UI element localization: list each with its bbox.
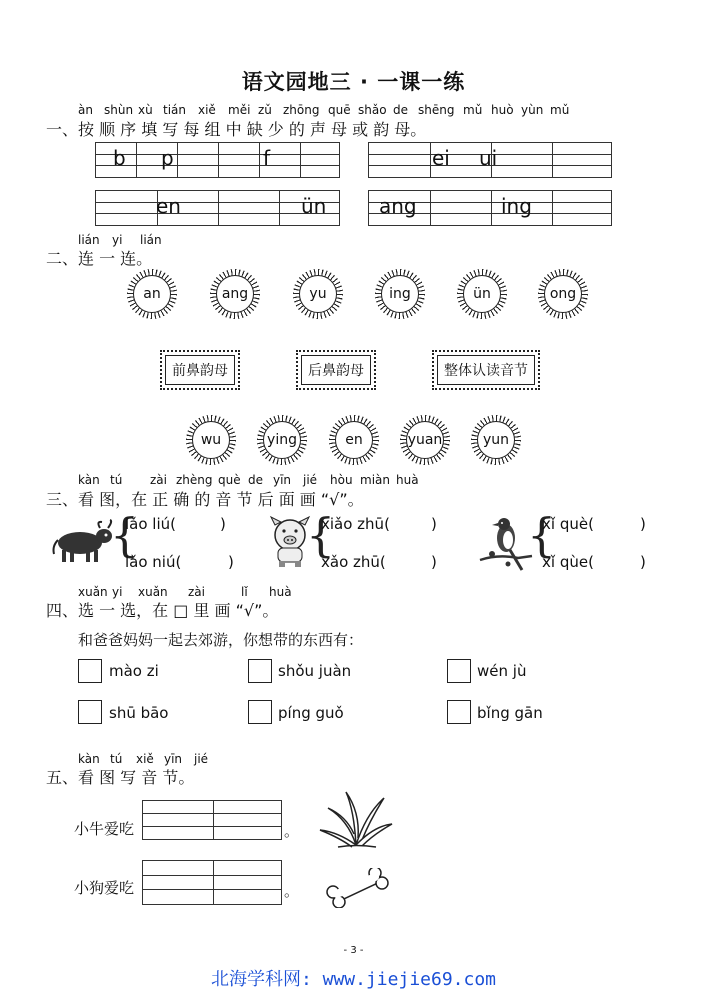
- period: 。: [284, 882, 300, 900]
- option-text: xǐ què(: [542, 515, 594, 533]
- sun-circle[interactable]: [186, 415, 236, 465]
- grid-letter: ang: [379, 194, 417, 218]
- pinyin: shùn: [104, 103, 134, 117]
- sun-label: yuan: [406, 421, 444, 459]
- s4-prompt: 和爸爸妈妈一起去郊游，你想带的东西有：: [78, 631, 364, 649]
- s1-heading: 一、按 顺 序 填 写 每 组 中 缺 少 的 声 母 或 韵 母。: [46, 120, 427, 139]
- option-text: xiǎo zhū(: [321, 515, 390, 533]
- checkbox[interactable]: [447, 700, 471, 724]
- pinyin: shēng: [418, 103, 455, 117]
- pinyin: lián: [78, 233, 100, 247]
- option-text: xǐ qùe(: [542, 553, 594, 571]
- grid-letter: f: [263, 146, 271, 170]
- sun-label: wu: [192, 421, 230, 459]
- pinyin: lián: [140, 233, 162, 247]
- pinyin: kàn: [78, 752, 100, 766]
- sun-circle[interactable]: [538, 269, 588, 319]
- pinyin: yīn: [164, 752, 183, 766]
- pinyin: àn: [78, 103, 93, 117]
- pinyin: yùn: [521, 103, 544, 117]
- row-label: 小狗爱吃: [74, 879, 135, 897]
- sun-label: ing: [381, 275, 419, 313]
- answer-grid[interactable]: [142, 800, 282, 840]
- label-whole-syllable[interactable]: [432, 350, 540, 390]
- option-text: xǎo zhū(: [321, 553, 386, 571]
- pinyin: mǔ: [463, 103, 483, 117]
- pinyin: de: [393, 103, 408, 117]
- sun-circle[interactable]: [127, 269, 177, 319]
- label-back-nasal[interactable]: [296, 350, 376, 390]
- pinyin: zhōng: [283, 103, 320, 117]
- option-close[interactable]: ): [220, 515, 226, 533]
- sun-label: yu: [299, 275, 337, 313]
- grid-letter: ing: [501, 194, 532, 218]
- pinyin: mǔ: [550, 103, 570, 117]
- checkbox[interactable]: [248, 700, 272, 724]
- option-label: píng guǒ: [278, 704, 344, 722]
- sun-circle[interactable]: [457, 269, 507, 319]
- pinyin: tián: [163, 103, 186, 117]
- ox-illustration: [50, 518, 118, 566]
- pinyin: miàn: [360, 473, 390, 487]
- sun-circle[interactable]: [293, 269, 343, 319]
- grid-letter: en: [156, 194, 181, 218]
- checkbox[interactable]: [78, 659, 102, 683]
- pinyin: yīn: [273, 473, 292, 487]
- sun-circle[interactable]: [471, 415, 521, 465]
- grid-letter: ün: [301, 194, 327, 218]
- option-close[interactable]: ): [640, 553, 646, 571]
- pinyin: huà: [396, 473, 419, 487]
- pinyin: huà: [269, 585, 292, 599]
- checkbox[interactable]: [248, 659, 272, 683]
- pinyin: huò: [491, 103, 514, 117]
- sun-label: ün: [463, 275, 501, 313]
- sun-label: an: [133, 275, 171, 313]
- sun-label: ying: [263, 421, 301, 459]
- page-number: - 3 -: [343, 945, 364, 956]
- option-label: shū bāo: [109, 704, 169, 722]
- option-close[interactable]: ): [431, 515, 437, 533]
- label-text: 整体认读音节: [437, 355, 535, 385]
- pinyin: xiě: [136, 752, 154, 766]
- checkbox[interactable]: [447, 659, 471, 683]
- s4-pinyin-row: [78, 585, 378, 599]
- pinyin: quē: [328, 103, 351, 117]
- option-text: lǎo liú(: [125, 515, 176, 533]
- pinyin: xuǎn: [78, 585, 108, 599]
- pinyin: de: [248, 473, 263, 487]
- label-front-nasal[interactable]: [160, 350, 240, 390]
- grid-letter: ui: [479, 146, 498, 170]
- pinyin: xiě: [198, 103, 216, 117]
- brace: {: [110, 508, 140, 562]
- label-text: 后鼻韵母: [301, 355, 371, 385]
- s1-grid-1[interactable]: [95, 142, 340, 178]
- sun-label: ang: [216, 275, 254, 313]
- answer-grid[interactable]: [142, 860, 282, 905]
- label-text: 前鼻韵母: [165, 355, 235, 385]
- pinyin: yi: [112, 233, 123, 247]
- pinyin: tú: [110, 473, 123, 487]
- pinyin: tú: [110, 752, 123, 766]
- s1-grid-4[interactable]: [368, 190, 612, 226]
- brace: {: [527, 508, 557, 562]
- sun-label: ong: [544, 275, 582, 313]
- checkbox[interactable]: [78, 700, 102, 724]
- grid-letter: ei: [432, 146, 450, 170]
- brace: {: [306, 508, 336, 562]
- sun-circle[interactable]: [375, 269, 425, 319]
- s5-pinyin-row: [78, 752, 278, 766]
- pinyin: jié: [303, 473, 318, 487]
- grid-letter: p: [161, 146, 174, 170]
- pinyin: hòu: [330, 473, 353, 487]
- s1-grid-3[interactable]: [95, 190, 340, 226]
- page-title: 语文园地三 · 一课一练: [241, 70, 466, 94]
- option-close[interactable]: ): [431, 553, 437, 571]
- s3-pinyin-row: [78, 473, 478, 487]
- sun-label: en: [335, 421, 373, 459]
- footer-watermark[interactable]: 北海学科网: www.jiejie69.com: [210, 969, 497, 990]
- option-label: shǒu juàn: [278, 662, 352, 680]
- s4-heading: 四、选 一 选，在 □ 里 画 “√”。: [46, 601, 279, 620]
- pinyin: lǐ: [241, 585, 248, 599]
- pinyin: měi: [228, 103, 251, 117]
- pinyin: yi: [112, 585, 123, 599]
- s3-heading: 三、看 图，在 正 确 的 音 节 后 面 画 “√”。: [46, 490, 364, 509]
- sun-label: yun: [477, 421, 515, 459]
- option-label: mào zi: [109, 662, 159, 680]
- s1-grid-2[interactable]: [368, 142, 612, 178]
- pinyin: xuǎn: [138, 585, 168, 599]
- option-label: bǐng gān: [477, 704, 543, 722]
- magpie-illustration: [478, 514, 534, 572]
- period: 。: [284, 822, 300, 840]
- pinyin: què: [218, 473, 241, 487]
- pinyin: xù: [138, 103, 153, 117]
- row-label: 小牛爱吃: [74, 820, 135, 838]
- option-close[interactable]: ): [228, 553, 234, 571]
- sun-circle[interactable]: [329, 415, 379, 465]
- s5-heading: 五、看 图 写 音 节。: [46, 768, 195, 787]
- sun-circle[interactable]: [257, 415, 307, 465]
- pinyin: zài: [188, 585, 205, 599]
- pinyin: zài: [150, 473, 167, 487]
- pinyin: zhèng: [176, 473, 213, 487]
- pinyin: shǎo: [358, 103, 387, 117]
- s2-heading: 二、连 一 连。: [46, 249, 153, 268]
- pinyin: kàn: [78, 473, 100, 487]
- sun-circle[interactable]: [210, 269, 260, 319]
- grass-illustration: [318, 790, 394, 850]
- bone-illustration: [325, 868, 391, 908]
- pinyin: zǔ: [258, 103, 272, 117]
- pinyin: jié: [194, 752, 209, 766]
- grid-letter: b: [113, 146, 126, 170]
- option-text: lǎo niú(: [125, 553, 182, 571]
- option-label: wén jù: [477, 662, 527, 680]
- sun-circle[interactable]: [400, 415, 450, 465]
- option-close[interactable]: ): [640, 515, 646, 533]
